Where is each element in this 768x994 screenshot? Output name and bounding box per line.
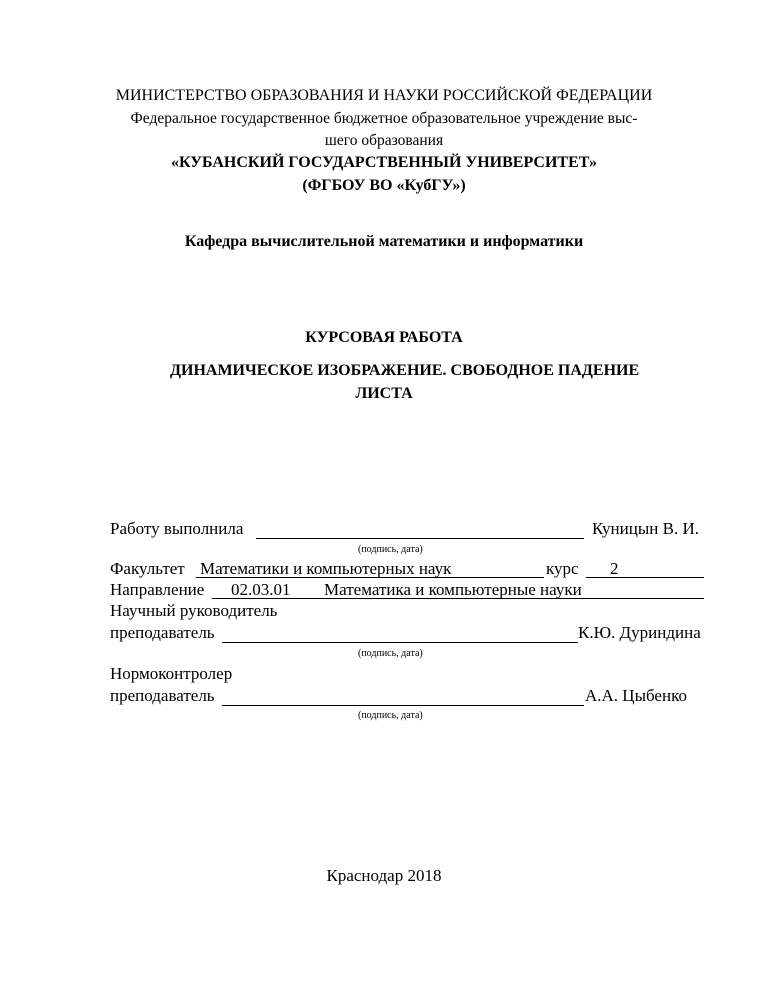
city-year: Краснодар 2018	[326, 866, 442, 885]
student-name: Куницын В. И.	[592, 519, 699, 538]
supervisor-label: Научный руководитель	[110, 601, 278, 620]
course-underline	[586, 577, 704, 578]
student-signature-hint: (подпись, дата)	[358, 544, 423, 555]
direction-name: Математика и компьютерные науки	[324, 580, 582, 599]
course-label: курс	[546, 559, 579, 578]
supervisor-signature-line	[222, 642, 578, 643]
supervisor-name: К.Ю. Дуриндина	[578, 623, 701, 642]
work-title-line-2: ЛИСТА	[355, 385, 413, 402]
direction-code: 02.03.01	[231, 580, 291, 599]
institution-line-2: шего образования	[324, 132, 444, 149]
normcontrol-signature-line	[222, 705, 584, 706]
faculty-value: Математики и компьютерных наук	[200, 559, 452, 578]
faculty-label: Факультет	[110, 559, 185, 578]
normcontrol-name: А.А. Цыбенко	[585, 686, 687, 705]
student-signature-line	[256, 538, 584, 539]
supervisor-role: преподаватель	[110, 623, 215, 642]
direction-label: Направление	[110, 580, 205, 599]
work-title-line-1: ДИНАМИЧЕСКОЕ ИЗОБРАЖЕНИЕ. СВОБОДНОЕ ПАДЕНИЕ	[170, 362, 640, 379]
normcontrol-role: преподаватель	[110, 686, 215, 705]
supervisor-signature-hint: (подпись, дата)	[358, 648, 423, 659]
ministry-heading: МИНИСТЕРСТВО ОБРАЗОВАНИЯ И НАУКИ РОССИЙСКОЙ ФЕДЕРАЦИИ	[115, 87, 653, 104]
normcontrol-label: Нормоконтролер	[110, 664, 233, 683]
performed-label: Работу выполнила	[110, 519, 244, 538]
work-type: КУРСОВАЯ РАБОТА	[305, 329, 463, 346]
department-name: Кафедра вычислительной математики и информатики	[184, 233, 584, 250]
course-value: 2	[610, 559, 619, 578]
normcontrol-signature-hint: (подпись, дата)	[358, 710, 423, 721]
university-abbreviation: (ФГБОУ ВО «КубГУ»)	[302, 177, 466, 194]
institution-line-1: Федеральное государственное бюджетное образовательное учреждение выс-	[130, 110, 638, 127]
university-name: «КУБАНСКИЙ ГОСУДАРСТВЕННЫЙ УНИВЕРСИТЕТ»	[170, 154, 598, 171]
